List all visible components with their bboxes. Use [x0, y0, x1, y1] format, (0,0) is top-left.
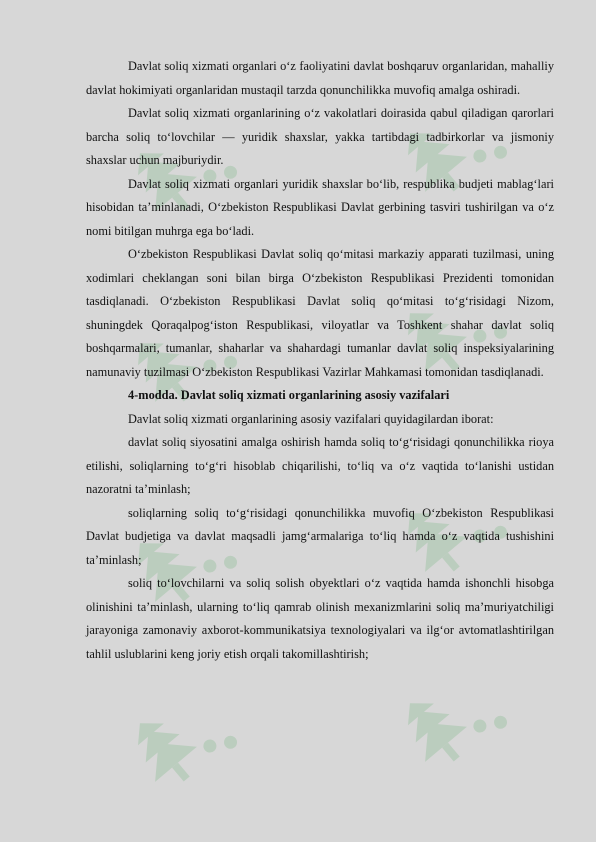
tree-logo-icon: [390, 662, 510, 780]
paragraph-5: Davlat soliq xizmati organlarining asosiy vazifalari quyidagilardan iborat:: [128, 411, 494, 426]
tree-logo-icon: [120, 682, 240, 800]
article-heading: 4-modda. Davlat soliq xizmati organlarining asosiy vazifalari: [128, 388, 450, 402]
paragraph-2: Davlat soliq xizmati organlarining o‘z vakolatlari doirasida qabul qiladigan qarorlari barcha soliq to‘lovchilar — yuridik shaxslar, yakka tartibdagi tadbirkorlar va jismoniy shaxslar uchun majburiydir.: [86, 106, 554, 167]
list-item-2: soliqlarning soliq to‘g‘risidagi qonunchilikka muvofiq O‘zbekiston Respublikasi Davlat budjetiga va davlat maqsadli jamg‘armalariga to‘liq hamda o‘z vaqtida tushishini ta’minlash;: [86, 505, 554, 567]
paragraph-4: O‘zbekiston Respublikasi Davlat soliq qo‘mitasi markaziy apparati tuzilmasi, uning xodimlari cheklangan soni bilan birga O‘zbekiston Respublikasi Prezidenti tomonidan tasdiqlanadi. O‘zbekiston Respublikasi Davlat soliq qo‘mitasi to‘g‘risidagi Nizom, shuningdek Qoraqalpog‘iston Respublikasi, viloyatlar va Toshkent shahar davlat soliq boshqarmalari, tumanlar, shaharlar va shahardagi tumanlar davlat soliq inspeksiyalarining namunaviy tuzilmasi O‘zbekiston Respublikasi Vazirlar Mahkamasi tomonidan tasdiqlanadi.: [86, 247, 554, 379]
document-body: [86, 55, 554, 666]
list-item-3: soliq to‘lovchilarni va soliq solish obyektlari o‘z vaqtida hamda ishonchli hisobga olinishini ta’minlash, ularning to‘liq qamrab olinish mexanizmlarini soliq ma’muriyatchiligi jarayoniga zamonaviy axborot-kommunikatsiya texnologiyalari va ilg‘or avtomatlashtirilgan tahlil uslublarini keng joriy etish orqali takomillashtirish;: [86, 576, 554, 661]
paragraph-3: Davlat soliq xizmati organlari yuridik shaxslar bo‘lib, respublika budjeti mablag‘lari hisobidan ta’minlanadi, O‘zbekiston Respublikasi Davlat gerbining tasviri tushirilgan va o‘z nomi bitilgan muhrga ega bo‘ladi.: [86, 176, 554, 238]
paragraph-1: Davlat soliq xizmati organlari o‘z faoliyatini davlat boshqaruv organlaridan, mahalliy davlat hokimiyati organlaridan mustaqil tarzda qonunchilikka muvofiq amalga oshiradi.: [86, 59, 554, 97]
list-item-1: davlat soliq siyosatini amalga oshirish hamda soliq to‘g‘risidagi qonunchilikka rioya etilishi, soliqlarning to‘g‘ri hisoblab chiqarilishi, to‘liq va o‘z vaqtida to‘lanishi ustidan nazoratni ta’minlash;: [86, 435, 554, 496]
